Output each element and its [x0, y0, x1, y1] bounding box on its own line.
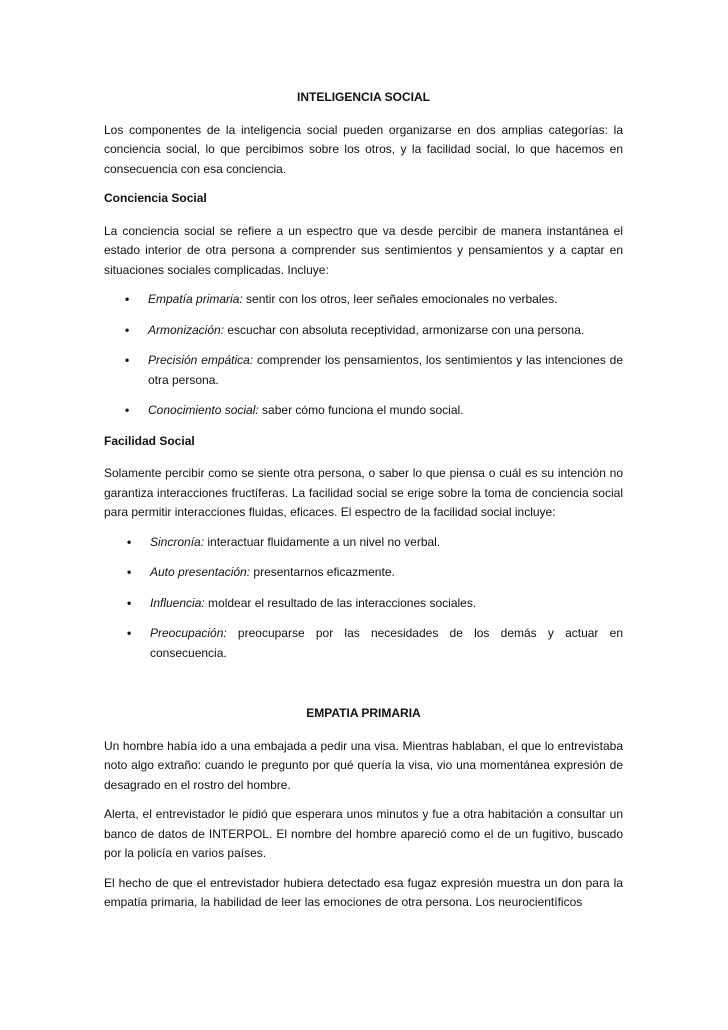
list-item [104, 624, 623, 663]
item-term: Auto presentación: [150, 565, 251, 579]
item-term: Preocupación: [150, 626, 227, 640]
list-item [104, 594, 623, 614]
item-description: moldear el resultado de las interacciones sociales. [204, 595, 477, 610]
facilidad-social-heading: Facilidad Social [104, 433, 195, 448]
item-term: Influencia: [150, 595, 205, 610]
document-page [104, 88, 623, 923]
conciencia-social-paragraph: La conciencia social se refiere a un espectro que va desde percibir de manera instantánea el estado interior de otra persona a comprender sus sentimientos y pensamientos y a captar en situaciones sociales complicadas. Incluye: [104, 223, 623, 277]
item-term: Armonización: [148, 322, 225, 337]
bullet-icon: • [127, 534, 132, 549]
bullet-icon: • [125, 322, 130, 337]
facilidad-social-paragraph: Solamente percibir como se siente otra persona, o saber lo que piensa o cuál es su intención no garantiza interacciones fructíferas. La facilidad social se erige sobre la toma de conciencia social para permitir interacciones fluidas, eficaces. El espectro de la facilidad social incluye: [104, 466, 623, 519]
bullet-icon: • [125, 403, 130, 417]
item-description: interactuar fluidamente a un nivel no verbal. [204, 534, 441, 549]
document-title: INTELIGENCIA SOCIAL [297, 90, 430, 104]
list-item [104, 401, 623, 421]
bullet-icon: • [125, 292, 130, 306]
item-description: sentir con los otros, leer señales emocionales no verbales. [242, 292, 558, 306]
list-item [104, 321, 623, 341]
item-description: preocuparse por las necesidades de los demás y actuar en consecuencia. [150, 626, 623, 660]
facilidad-social-list [104, 533, 623, 664]
item-description: presentarnos eficazmente. [250, 565, 395, 579]
conciencia-social-list [104, 290, 623, 421]
list-item [104, 563, 623, 583]
empatia-paragraph: Alerta, el entrevistador le pidió que esperara unos minutos y fue a otra habitación a consultar un banco de datos de INTERPOL. El nombre del hombre apareció como el de un fugitivo, buscado por la policía en varios países. [104, 807, 623, 860]
list-item [104, 290, 623, 310]
empatia-primaria-title: EMPATIA PRIMARIA [306, 706, 421, 720]
section-spacer [104, 674, 623, 704]
bullet-icon: • [127, 626, 132, 640]
item-term: Conocimiento social: [148, 403, 259, 417]
item-term: Empatía primaria: [148, 292, 243, 306]
bullet-icon: • [127, 565, 132, 579]
bullet-icon: • [127, 595, 132, 610]
item-description: saber cómo funciona el mundo social. [258, 403, 464, 417]
conciencia-social-heading: Conciencia Social [104, 191, 207, 205]
item-term: Sincronía: [150, 534, 205, 549]
intro-paragraph: Los componentes de la inteligencia social pueden organizarse en dos amplias categorías: la conciencia social, lo que percibimos sobre los otros, y la facilidad social, lo que hacemos en consecuencia con esa conciencia. [104, 122, 623, 176]
item-description: comprender los pensamientos, los sentimientos y las intenciones de otra persona. [148, 353, 624, 387]
list-item [104, 351, 623, 390]
empatia-paragraph: Un hombre había ido a una embajada a pedir una visa. Mientras hablaban, el que lo entrevistaba noto algo extraño: cuando le pregunto por qué quería la visa, vio una momentánea expresión de desagrado en el rostro del hombre. [104, 738, 623, 792]
list-item [104, 533, 623, 553]
item-term: Precisión empática: [148, 353, 254, 367]
bullet-icon: • [125, 353, 130, 367]
empatia-paragraph: El hecho de que el entrevistador hubiera detectado esa fugaz expresión muestra un don para la empatía primaria, la habilidad de leer las emociones de otra persona. Los neurocientíficos [104, 875, 623, 909]
item-description: escuchar con absoluta receptividad, armonizarse con una persona. [224, 322, 585, 337]
